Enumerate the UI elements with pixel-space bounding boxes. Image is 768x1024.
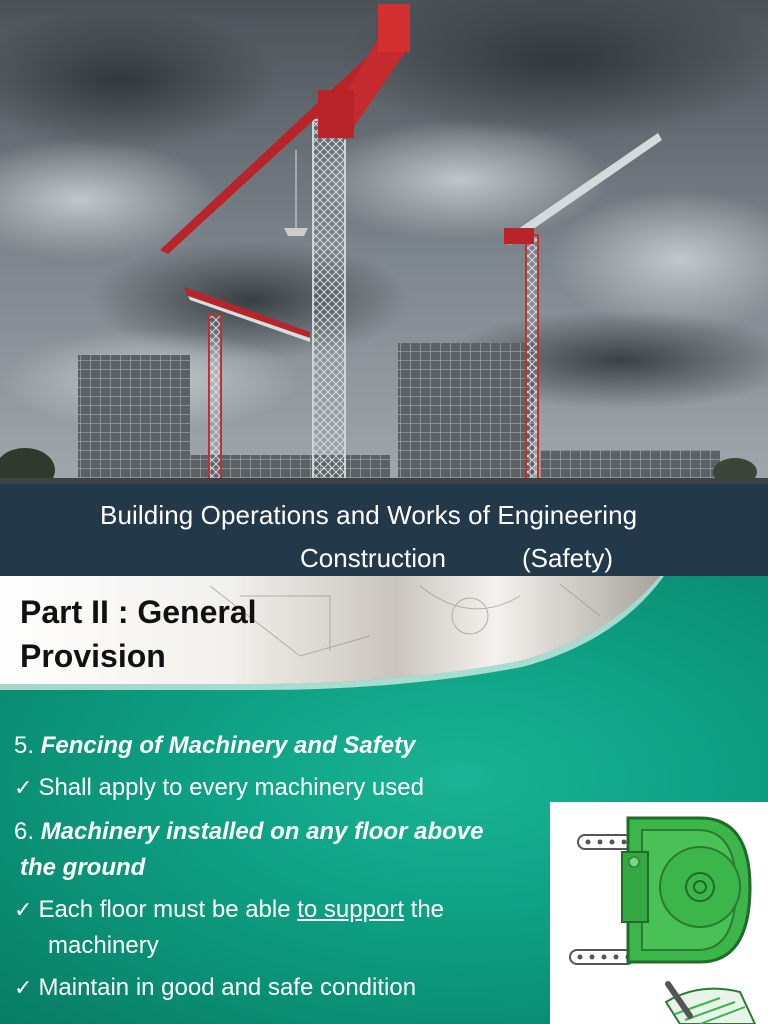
chain-guard-figure	[550, 802, 768, 1024]
list-item	[14, 774, 424, 802]
list-item-continued: the ground	[20, 854, 146, 881]
title-line-2-construction: Construction	[300, 543, 446, 573]
list-item-continued: machinery	[48, 932, 159, 959]
item-heading: Machinery installed on any floor above	[40, 818, 484, 845]
list-item	[14, 896, 444, 924]
slide-heading	[20, 590, 257, 678]
slide-heading-line-1: Part II : General	[20, 594, 257, 630]
item-text: the	[403, 896, 445, 923]
item-number: 6.	[14, 818, 35, 845]
item-text-underlined: to support	[297, 896, 404, 923]
item-number: 5.	[14, 732, 35, 759]
slide-heading-line-2: Provision	[20, 638, 166, 674]
checkmark-icon: ✓	[14, 897, 33, 922]
list-item	[14, 732, 415, 760]
list-item	[14, 974, 416, 1002]
checkmark-icon: ✓	[14, 975, 33, 1000]
slide-general-provision	[0, 576, 768, 1024]
list-item	[14, 818, 483, 846]
chain-guard-illustration	[550, 802, 768, 1024]
item-text: Maintain in good and safe condition	[38, 974, 417, 1001]
title-line-1: Building Operations and Works of Engineering	[100, 500, 638, 530]
item-heading: Fencing of Machinery and Safety	[40, 732, 416, 759]
item-text: Shall apply to every machinery used	[38, 774, 424, 801]
checkmark-icon: ✓	[14, 775, 33, 800]
item-text: Each floor must be able	[38, 896, 298, 923]
title-line-2-safety: (Safety)	[522, 543, 614, 573]
